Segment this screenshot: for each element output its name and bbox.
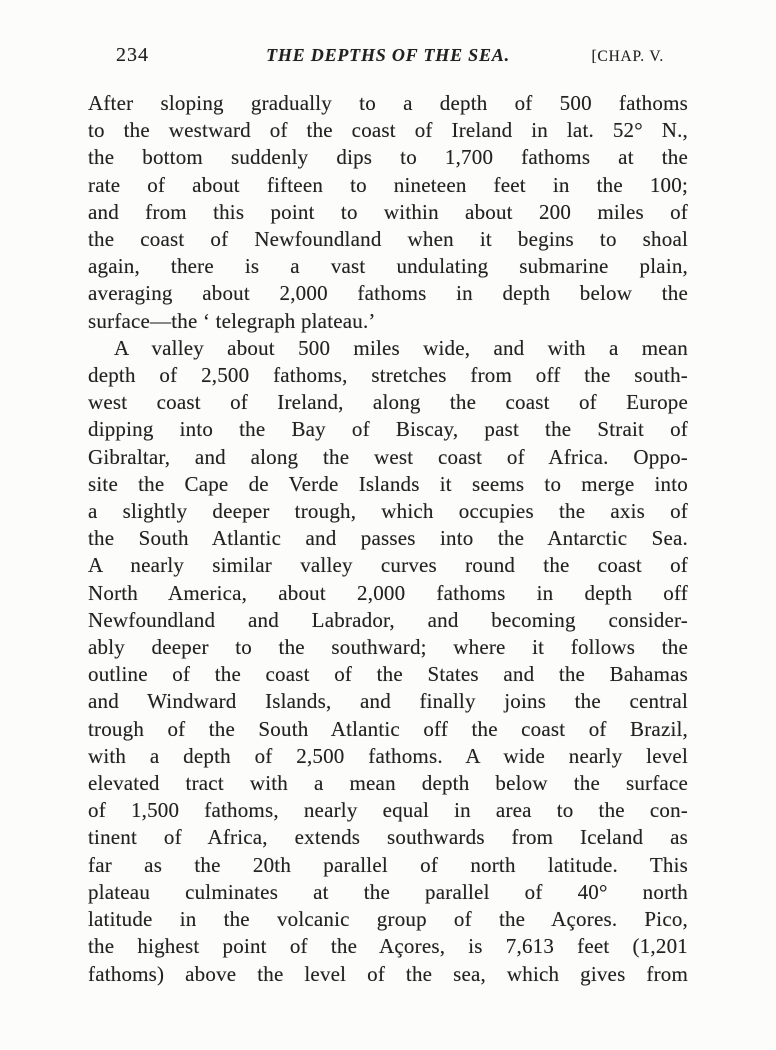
text-line: depth of 2,500 fathoms, stretches from off the south- <box>88 363 688 388</box>
text-line: the bottom suddenly dips to 1,700 fathoms at the <box>88 145 688 170</box>
text-line: to the westward of the coast of Ireland in lat. 52° N., <box>88 118 688 143</box>
text-line: fathoms) above the level of the sea, which gives from <box>88 961 688 986</box>
text-line: of 1,500 fathoms, nearly equal in area to the con- <box>88 798 688 823</box>
text-line: Gibraltar, and along the west coast of Africa. Oppo- <box>88 444 688 469</box>
text-line: outline of the coast of the States and the Bahamas <box>88 662 688 687</box>
text-line: again, there is a vast undulating submarine plain, <box>88 254 688 279</box>
text-line: west coast of Ireland, along the coast of Europe <box>88 390 688 415</box>
text-line: trough of the South Atlantic off the coast of Brazil, <box>88 716 688 741</box>
text-line: the highest point of the Açores, is 7,613 feet (1,201 <box>88 934 688 959</box>
text-line: site the Cape de Verde Islands it seems to merge into <box>88 471 688 496</box>
text-line: with a depth of 2,500 fathoms. A wide nearly level <box>88 743 688 768</box>
text-line: After sloping gradually to a depth of 500 fathoms <box>88 91 688 115</box>
text-line: averaging about 2,000 fathoms in depth below the <box>88 281 688 306</box>
text-line: elevated tract with a mean depth below the surface <box>88 771 688 796</box>
text-line: A nearly similar valley curves round the coast of <box>88 553 688 578</box>
text-line: surface—the ‘ telegraph plateau.’ <box>88 308 376 333</box>
text-line: far as the 20th parallel of north latitude. This <box>88 852 688 877</box>
page-number: 234 <box>116 44 149 66</box>
text-line: rate of about fifteen to nineteen feet in the 100; <box>88 172 688 197</box>
text-line: tinent of Africa, extends southwards from Iceland as <box>88 825 688 850</box>
page-body <box>88 90 688 988</box>
text-line: a slightly deeper trough, which occupies the axis of <box>88 499 688 524</box>
text-line: Newfoundland and Labrador, and becoming consider- <box>88 607 688 632</box>
text-line: and Windward Islands, and finally joins the central <box>88 689 688 714</box>
chapter-marker: [CHAP. V. <box>591 48 664 65</box>
text-line: dipping into the Bay of Biscay, past the Strait of <box>88 417 688 442</box>
page-header <box>88 44 688 68</box>
text-line: A valley about 500 miles wide, and with a mean <box>114 335 688 360</box>
running-title: THE DEPTHS OF THE SEA. <box>266 45 510 65</box>
text-line: plateau culminates at the parallel of 40° north <box>88 879 688 904</box>
text-line: ably deeper to the southward; where it follows the <box>88 635 688 660</box>
text-line: and from this point to within about 200 miles of <box>88 199 688 224</box>
text-line: latitude in the volcanic group of the Açores. Pico, <box>88 907 688 932</box>
text-line: the South Atlantic and passes into the Antarctic Sea. <box>88 526 688 551</box>
text-line: North America, about 2,000 fathoms in depth off <box>88 580 688 605</box>
text-line: the coast of Newfoundland when it begins to shoal <box>88 227 688 252</box>
